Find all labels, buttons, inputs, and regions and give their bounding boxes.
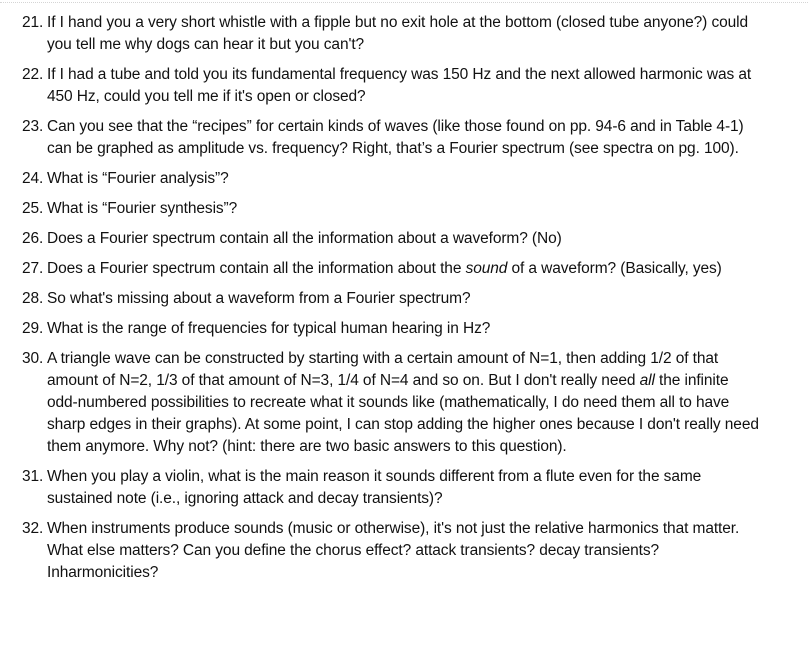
question-item <box>22 64 762 108</box>
question-number: 30 . <box>22 348 43 370</box>
question-number: 32 . <box>22 518 43 540</box>
question-number: 22 . <box>22 64 43 86</box>
question-text: When instruments produce sounds (music or otherwise), it's not just the relative harmonics that matter. What else matters? Can you define the chorus effect? attack transients? decay transients? Inharmonicities? <box>47 520 740 581</box>
question-number: 31 . <box>22 466 43 488</box>
question-number: 27 . <box>22 258 43 280</box>
question-item <box>22 198 762 220</box>
question-item <box>22 168 762 190</box>
question-text: When you play a violin, what is the main reason it sounds different from a flute even for the same sustained note (i.e., ignoring attack and decay transients)? <box>47 468 702 507</box>
question-item <box>22 116 762 160</box>
question-number: 25 . <box>22 198 43 220</box>
question-item <box>22 288 762 310</box>
question-item <box>22 258 762 280</box>
question-item <box>22 518 762 584</box>
question-item <box>22 228 762 250</box>
question-number: 29 . <box>22 318 43 340</box>
question-text: So what's missing about a waveform from a Fourier spectrum? <box>47 290 471 307</box>
question-number: 23 . <box>22 116 43 138</box>
question-emphasis: sound <box>465 260 508 277</box>
question-text: Does a Fourier spectrum contain all the information about a waveform? (No) <box>47 230 562 247</box>
question-text: If I had a tube and told you its fundamental frequency was 150 Hz and the next allowed harmonic was at 450 Hz, could you tell me if it's open or closed? <box>47 66 752 105</box>
question-emphasis: all <box>639 372 655 389</box>
question-text: What is “Fourier synthesis”? <box>47 200 238 217</box>
question-item <box>22 12 762 56</box>
question-item <box>22 348 762 458</box>
question-number: 28 . <box>22 288 43 310</box>
question-number: 24 . <box>22 168 43 190</box>
question-text-cont: of a waveform? (Basically, yes) <box>507 260 722 277</box>
question-list <box>22 12 762 592</box>
question-text-cont: the infinite odd-numbered possibilities to recreate what it sounds like (mathematically, I do need them all to have sharp edges in their graphs). At some point, I can stop adding the higher ones because I don't really need them anymore. Why not? (hint: there are two basic answers to this question). <box>47 372 759 455</box>
question-text: Does a Fourier spectrum contain all the information about the <box>47 260 466 277</box>
page-top-edge <box>0 0 808 3</box>
question-item <box>22 318 762 340</box>
question-text: What is “Fourier analysis”? <box>47 170 229 187</box>
question-text: A triangle wave can be constructed by starting with a certain amount of N=1, then adding 1/2 of that amount of N=2, 1/3 of that amount of N=3, 1/4 of N=4 and so on. But I don't really need <box>47 350 719 389</box>
question-text: Can you see that the “recipes” for certain kinds of waves (like those found on pp. 94-6 and in Table 4-1) can be graphed as amplitude vs. frequency? Right, that’s a Fourier spectrum (see spectra on pg. 100). <box>47 118 744 157</box>
question-number: 21 . <box>22 12 43 34</box>
question-text: What is the range of frequencies for typical human hearing in Hz? <box>47 320 491 337</box>
question-item <box>22 466 762 510</box>
question-number: 26 . <box>22 228 43 250</box>
question-text: If I hand you a very short whistle with a fipple but no exit hole at the bottom (closed tube anyone?) could you tell me why dogs can hear it but you can't? <box>47 14 748 53</box>
